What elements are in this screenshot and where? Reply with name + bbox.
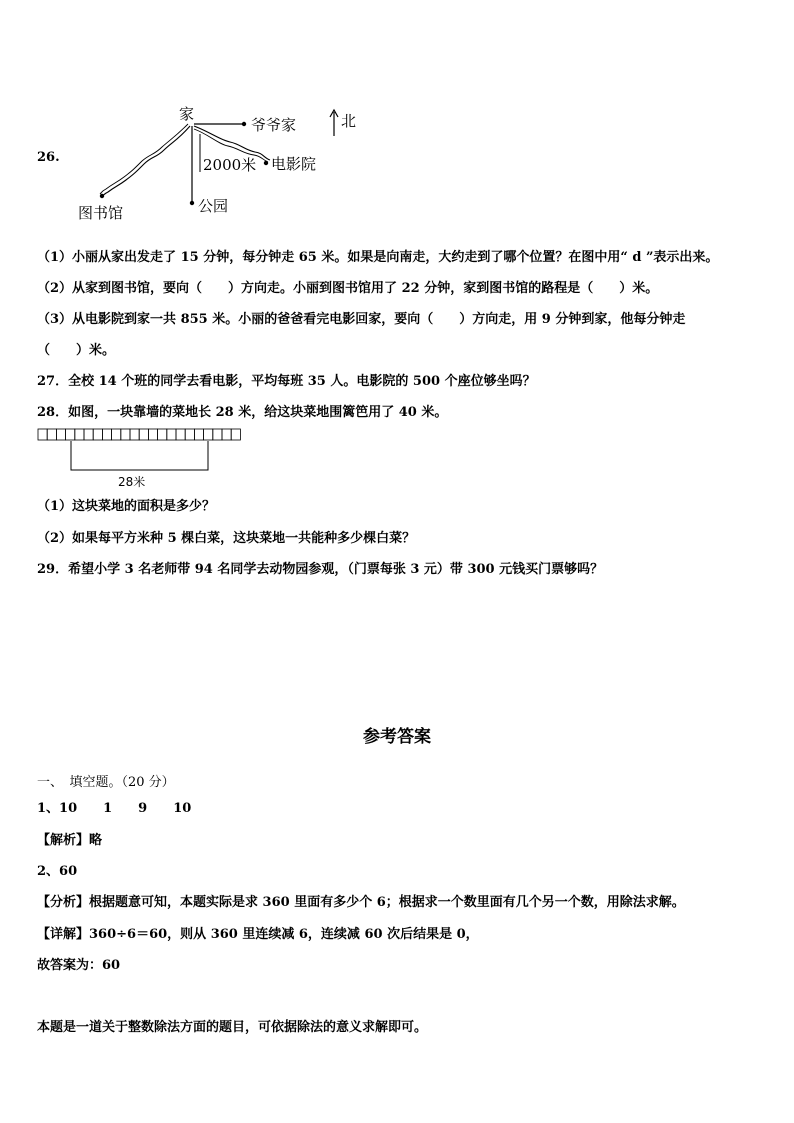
answer-2: 2、60 [37,864,78,879]
wall-brick [121,429,130,440]
question-27: 27．全校 14 个班的同学去看电影，平均每班 35 人。电影院的 500 个座位够坐吗？ [37,374,536,389]
wall-brick [231,429,240,440]
wall-brick [112,429,121,440]
park-dot [190,201,194,205]
wall-brick [176,429,185,440]
question-26-number: 26. [37,150,60,165]
answer-1-note: 【解析】略 [37,833,103,848]
wall-garden-diagram [37,428,243,474]
direction-map-diagram [60,100,360,225]
wall-brick [167,429,176,440]
wall-brick [75,429,84,440]
wall-brick [185,429,194,440]
answer-2-summary: 本题是一道关于整数除法方面的题目，可依据除法的意义求解即可。 [37,1020,428,1035]
label-distance: 2000米 [203,156,257,174]
road-to-library [102,126,190,196]
label-library: 图书馆 [78,204,124,222]
answer-1: 1、10 1 9 10 [37,801,192,816]
question-29: 29．希望小学 3 名老师带 94 名同学去动物园参观，（门票每张 3 元）带 300 元钱买门票够吗？ [37,562,604,577]
label-cinema: 电影院 [271,155,317,173]
q26-part2: （2）从家到图书馆，要向（ ）方向走。小丽到图书馆用了 22 分钟，家到图书馆的路程是（ ）米。 [37,281,659,296]
q26-part3-cont: （ ）米。 [37,343,116,358]
wall-brick [139,429,148,440]
wall-brick [38,429,47,440]
wall-brick [213,429,222,440]
wall-brick [204,429,213,440]
wall-brick [194,429,203,440]
q28-part2: （2）如果每平方米种 5 棵白菜，这块菜地一共能种多少棵白菜？ [37,531,416,546]
wall-brick [84,429,93,440]
answers-title: 参考答案 [363,727,431,747]
q26-part1: （1）小丽从家出发走了 15 分钟，每分钟走 65 米。如果是向南走，大约走到了哪个位置？在图中用“ d ”表示出来。 [37,250,719,265]
wall-brick [56,429,65,440]
grandpa-dot [242,122,246,126]
question-28: 28．如图，一块靠墙的菜地长 28 米，给这块菜地围篱笆用了 40 米。 [37,405,448,420]
answers-section-header: 一、 填空题。（20 分） [37,775,175,790]
answer-2-detail: 【详解】360÷6＝60，则从 360 里连续减 6，连续减 60 次后结果是 0， [37,927,479,942]
answer-2-final: 故答案为：60 [37,958,121,973]
wall-brick [66,429,75,440]
wall-brick [102,429,111,440]
cinema-dot [264,161,268,165]
q28-part1: （1）这块菜地的面积是多少？ [37,499,216,514]
q26-part3: （3）从电影院到家一共 855 米。小丽的爸爸看完电影回家，要向（ ）方向走，用 9 分钟到家，他每分钟走 [37,312,686,327]
garden-fence [71,441,208,470]
wall-brick [93,429,102,440]
label-park: 公园 [198,197,229,215]
wall-brick [130,429,139,440]
wall-brick [222,429,231,440]
wall [38,429,240,440]
wall-brick [158,429,167,440]
wall-brick [148,429,157,440]
label-north: 北 [341,112,357,130]
library-dot [100,194,104,198]
label-grandpa: 爷爷家 [251,116,297,134]
label-home: 家 [179,105,195,123]
garden-length-label: 28米 [118,475,146,489]
answer-2-analysis: 【分析】根据题意可知，本题实际是求 360 里面有多少个 6；根据求一个数里面有几个另一个数，用除法求解。 [37,895,685,910]
wall-brick [47,429,56,440]
